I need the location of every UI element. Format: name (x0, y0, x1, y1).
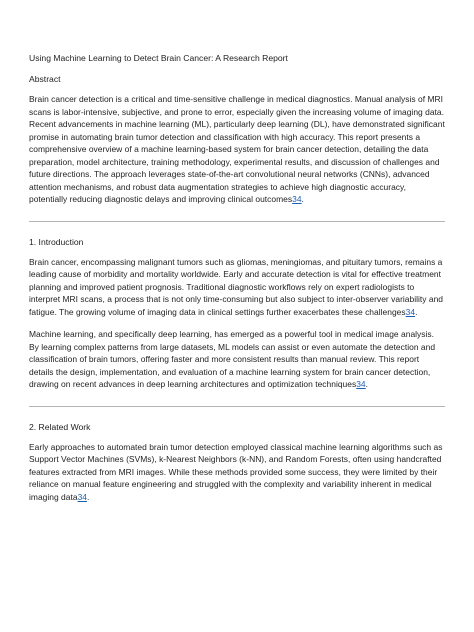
abstract-heading: Abstract (29, 74, 61, 84)
introduction-citation-link-2[interactable]: 34 (356, 379, 366, 389)
introduction-period-1: . (415, 306, 418, 317)
related-work-citation-link[interactable]: 34 (77, 491, 87, 502)
introduction-heading: 1. Introduction (29, 236, 84, 247)
related-work-heading: 2. Related Work (29, 421, 91, 432)
introduction-paragraph-1 (29, 256, 445, 319)
introduction-period-2: . (365, 379, 369, 389)
introduction-text-1: Brain cancer, encompassing malignant tumors such as gliomas, meningiomas, and pituitary tumors, remains a leading cause of morbidity and mortality worldwide. Early and accurate detection is vital for effective treatment planning and improved patient prognosis. Traditional diagnostic workflows rely on expert radiologists to interpret MRI scans, a process that is not only time-consuming but also subject to inter-observer variability and fatigue. The growing volume of imaging data in clinical settings further exacerbates these challenges (29, 256, 444, 317)
abstract-text: Brain cancer detection is a critical and time-sensitive challenge in medical diagnostics. Manual analysis of MRI scans is labor-intensive, subjective, and prone to error, especially given the increasing volume of imaging data. Recent advancements in machine learning (ML), particularly deep learning (DL), have demonstrated significant promise in automating brain tumor detection and classification with high accuracy. This report presents a comprehensive overview of a machine learning-based system for brain cancer detection, detailing the data preparation, model architecture, training methodology, experimental results, and discussion of challenges and future directions. The approach leverages state-of-the-art convolutional neural networks (CNNs), advanced attention mechanisms, and robust data augmentation strategies to achieve high diagnostic accuracy, potentially reducing diagnostic delays and improving clinical outcomes (29, 94, 445, 204)
introduction-citation-link-1[interactable]: 34 (405, 306, 416, 317)
abstract-citation-link[interactable]: 34 (292, 194, 302, 204)
introduction-paragraph-2 (29, 328, 445, 391)
abstract-period: . (301, 194, 304, 204)
introduction-text-2: Machine learning, and specifically deep learning, has emerged as a powerful tool in medical image analysis. By learning complex patterns from large datasets, ML models can assist or even automate the detection and classification of brain tumors, offering faster and more consistent results than manual review. This report details the design, implementation, and evaluation of a machine learning system for brain cancer detection, drawing on recent advances in deep learning architectures and optimization techniques (29, 329, 436, 389)
paragraph-gap (29, 318, 445, 328)
abstract-paragraph (29, 93, 445, 206)
related-work-text: Early approaches to automated brain tumor detection employed classical machine learning algorithms such as Support Vector Machines (SVMs), k-Nearest Neighbors (k-NN), and Random Forests, often using handcrafted features extracted from MRI images. While these methods provided some success, they were limited by their reliance on manual feature engineering and struggled with the complexity and variability inherent in medical imaging data (29, 441, 443, 502)
section-divider (29, 406, 445, 407)
section-divider (29, 221, 445, 222)
related-work-paragraph (29, 441, 445, 504)
related-work-period: . (87, 491, 90, 502)
report-title: Using Machine Learning to Detect Brain Cancer: A Research Report (29, 53, 288, 63)
